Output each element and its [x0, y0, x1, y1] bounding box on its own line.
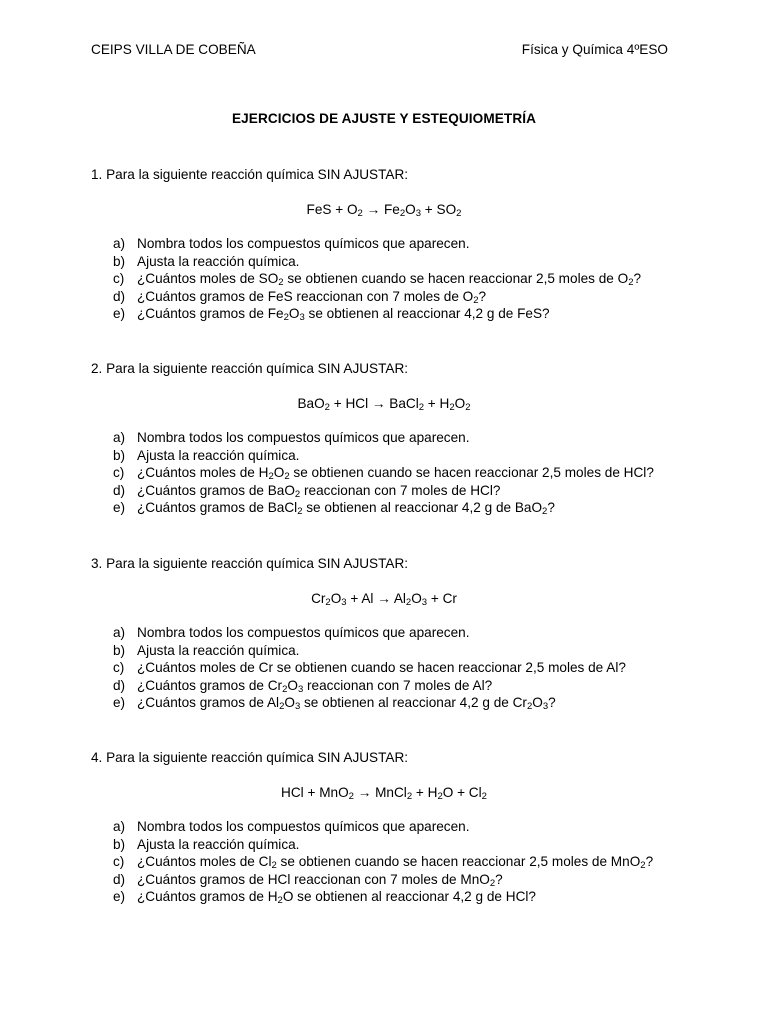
- question-list: [91, 429, 711, 517]
- question-letter: e): [113, 306, 126, 322]
- question-letter: d): [113, 871, 126, 887]
- question-letter: e): [113, 695, 126, 711]
- exercise-intro: 1. Para la siguiente reacción química SIN AJUSTAR:: [91, 167, 409, 182]
- exercise-4: [91, 749, 691, 907]
- exercise-intro: 4. Para la siguiente reacción química SIN AJUSTAR:: [91, 750, 409, 765]
- question-text: ¿Cuántos moles de Cr se obtienen cuando se hacen reaccionar 2,5 moles de Al?: [137, 660, 626, 676]
- question-item: [91, 853, 711, 871]
- page-title: EJERCICIOS DE AJUSTE Y ESTEQUIOMETRÍA: [231, 111, 537, 126]
- question-text: Ajusta la reacción química.: [137, 253, 300, 269]
- question-item: [91, 288, 711, 306]
- question-item: [91, 447, 711, 465]
- question-letter: a): [113, 819, 126, 834]
- question-item: [91, 235, 711, 253]
- question-text: ¿Cuántos gramos de $Fe_2O_3$ se obtienen al reaccionar 4,2 g de FeS?: [137, 306, 550, 324]
- question-item: [91, 659, 711, 677]
- question-text: Ajusta la reacción química.: [137, 447, 300, 463]
- question-text: ¿Cuántos moles de $Cl_2$ se obtienen cuando se hacen reaccionar 2,5 moles de MnO$_2$?: [137, 854, 654, 872]
- question-list: [91, 624, 711, 712]
- question-item: [91, 270, 711, 288]
- question-item: [91, 482, 711, 500]
- question-text: ¿Cuántos gramos de $Cr_2O_3$ reaccionan con 7 moles de Al?: [137, 677, 493, 695]
- question-text: ¿Cuántos gramos de $H_2O$ se obtienen al reaccionar 4,2 g de HCl?: [137, 889, 536, 907]
- chemical-equation: FeS + $O_2 \to Fe_2O_3 + SO_2$: [306, 202, 462, 219]
- question-item: [91, 888, 711, 906]
- question-letter: b): [113, 836, 126, 852]
- page-header: [91, 42, 668, 60]
- question-letter: a): [113, 430, 126, 445]
- question-list: [91, 818, 711, 906]
- question-letter: a): [113, 236, 126, 251]
- question-item: [91, 253, 711, 271]
- question-item: [91, 429, 711, 447]
- chemical-equation: HCl + MnO$_2$ → MnCl$_2$ + $H_2O + Cl_2$: [281, 785, 487, 802]
- question-item: [91, 624, 711, 642]
- exercise-3: [91, 555, 691, 713]
- question-item: [91, 642, 711, 660]
- question-text: Nombra todos los compuestos químicos que aparecen.: [137, 625, 470, 640]
- chemical-equation: $Cr_2O_3 + Al \to Al_2O_3 + Cr$: [311, 591, 457, 608]
- subject-name: Física y Química 4ºESO: [521, 42, 668, 57]
- school-name: CEIPS VILLA DE COBEÑA: [91, 42, 256, 57]
- question-letter: c): [113, 660, 125, 676]
- question-text: Ajusta la reacción química.: [137, 642, 300, 658]
- exercise-2: [91, 360, 691, 518]
- question-item: [91, 871, 711, 889]
- exercise-intro: 2. Para la siguiente reacción química SIN AJUSTAR:: [91, 361, 409, 376]
- question-item: [91, 677, 711, 695]
- question-letter: c): [113, 271, 125, 287]
- question-text: ¿Cuántos gramos de BaCl$_2$ se obtienen al reaccionar 4,2 g de BaO$_2$?: [137, 500, 555, 518]
- question-text: Nombra todos los compuestos químicos que aparecen.: [137, 430, 470, 445]
- question-list: [91, 235, 711, 323]
- question-letter: d): [113, 677, 126, 693]
- question-item: [91, 464, 711, 482]
- question-letter: d): [113, 288, 126, 304]
- question-text: ¿Cuántos moles de $H_2O_2$ se obtienen cuando se hacen reaccionar 2,5 moles de HCl?: [137, 465, 654, 483]
- question-text: Ajusta la reacción química.: [137, 836, 300, 852]
- question-text: ¿Cuántos gramos de FeS reaccionan con 7 moles de $O_2$?: [137, 288, 487, 306]
- exercise-intro: 3. Para la siguiente reacción química SIN AJUSTAR:: [91, 556, 409, 571]
- question-letter: b): [113, 447, 126, 463]
- question-text: Nombra todos los compuestos químicos que aparecen.: [137, 819, 470, 834]
- question-letter: c): [113, 465, 125, 481]
- question-text: ¿Cuántos gramos de $Al_2O_3$ se obtienen al reaccionar 4,2 g de $Cr_2O_3$?: [137, 695, 556, 713]
- question-item: [91, 499, 711, 517]
- exercise-1: [91, 166, 691, 324]
- chemical-equation: BaO$_2$ + HCl → BaCl$_2$ + $H_2O_2$: [297, 396, 471, 413]
- question-text: Nombra todos los compuestos químicos que aparecen.: [137, 236, 470, 251]
- question-letter: c): [113, 854, 125, 870]
- question-text: ¿Cuántos moles de $SO_2$ se obtienen cuando se hacen reaccionar 2,5 moles de $O_2$?: [137, 271, 642, 289]
- question-item: [91, 305, 711, 323]
- question-item: [91, 818, 711, 836]
- question-letter: b): [113, 253, 126, 269]
- question-item: [91, 836, 711, 854]
- question-item: [91, 694, 711, 712]
- question-text: ¿Cuántos gramos de HCl reaccionan con 7 moles de MnO$_2$?: [137, 871, 503, 889]
- question-letter: a): [113, 625, 126, 640]
- question-letter: e): [113, 889, 126, 905]
- question-letter: b): [113, 642, 126, 658]
- question-text: ¿Cuántos gramos de BaO$_2$ reaccionan con 7 moles de HCl?: [137, 482, 501, 500]
- question-letter: d): [113, 482, 126, 498]
- question-letter: e): [113, 500, 126, 516]
